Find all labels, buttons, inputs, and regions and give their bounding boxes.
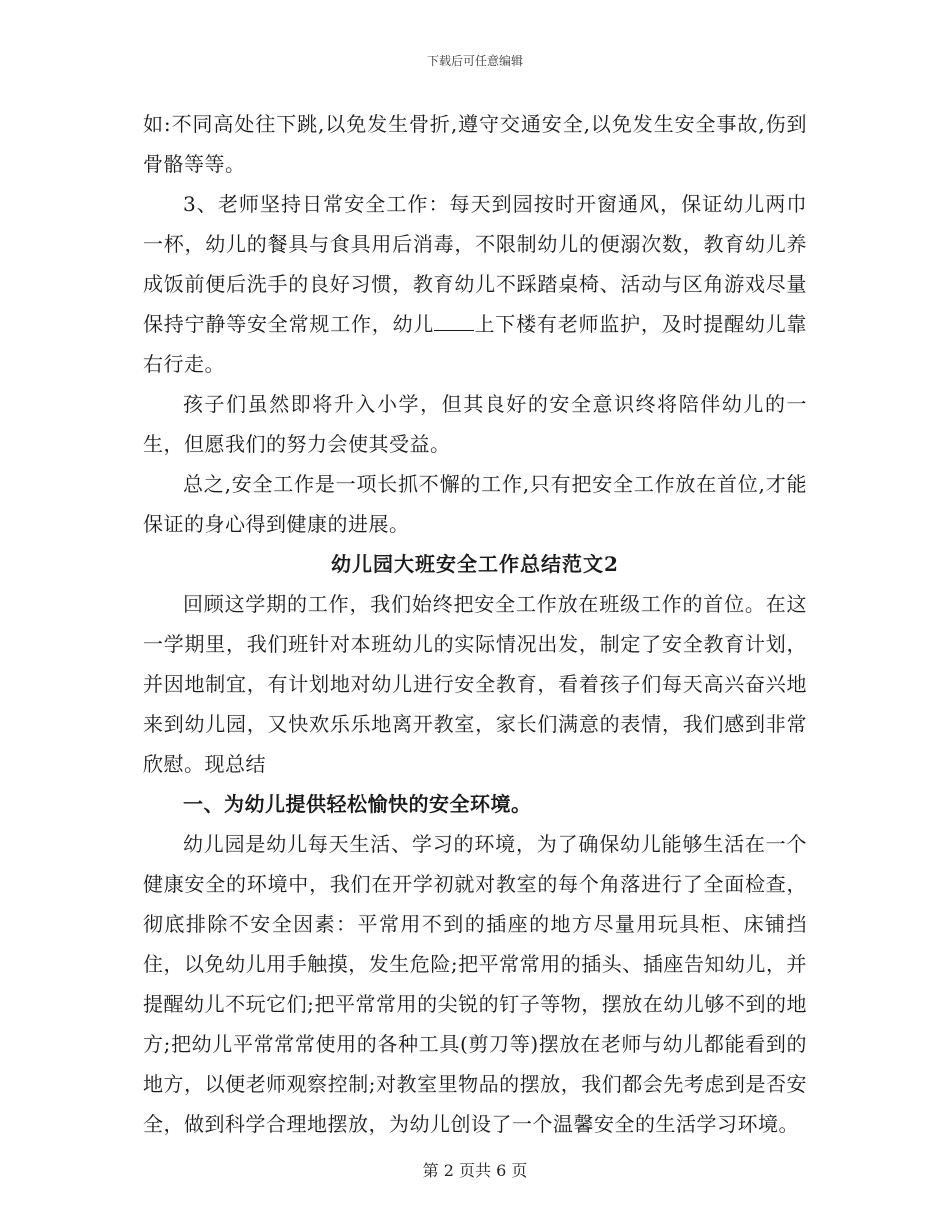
header-note: 下载后可任意编辑: [426, 54, 523, 68]
paragraph-4: 总之,安全工作是一项长抓不懈的工作,只有把安全工作放在首位,才能保证的身心得到健康的进展。: [143, 472, 807, 536]
paragraph-3: 孩子们虽然即将升入小学，但其良好的安全意识终将陪伴幼儿的一生，但愿我们的努力会使其受益。: [143, 392, 807, 456]
paragraph-2-part-1: 3、老师坚持日常安全工作：每天到园按时开窗通风，保证幼儿两巾一杯，幼儿的餐具与食具用后消毒，不限制幼儿的便溺次数，教育幼儿养成饭前便后洗手的良好习惯，教育幼儿不踩踏桌椅、活动与区角游戏尽量保持宁静等安全常规工作，幼儿: [143, 192, 807, 336]
fill-in-blank: [434, 312, 474, 331]
subheading: 一、为幼儿提供轻松愉快的安全环境。: [183, 792, 532, 816]
paragraph-2: [143, 184, 807, 384]
paragraph-5: 回顾这学期的工作，我们始终把安全工作放在班级工作的首位。在这一学期里，我们班针对本班幼儿的实际情况出发，制定了安全教育计划，并因地制宜，有计划地对幼儿进行安全教育，看着孩子们每天高兴奋兴地来到幼儿园，又快欢乐乐地离开教室，家长们满意的表情，我们感到非常欣慰。现总结: [143, 592, 807, 776]
document-body: [143, 104, 807, 1144]
paragraph-2-part-2: 上下楼有老师监护，及时提醒幼儿靠右行走。: [143, 312, 808, 376]
page-number: 第 2 页共 6 页: [422, 1161, 528, 1180]
paragraph-6: 幼儿园是幼儿每天生活、学习的环境，为了确保幼儿能够生活在一个健康安全的环境中，我们在开学初就对教室的每个角落进行了全面检查，彻底排除不安全因素：平常用不到的插座的地方尽量用玩具柜、床铺挡住，以免幼儿用手触摸，发生危险;把平常常用的插头、插座告知幼儿，并提醒幼儿不玩它们;把平常常用的尖锐的钉子等物，摆放在幼儿够不到的地方;把幼儿平常常常使用的各种工具(剪刀等)摆放在老师与幼儿都能看到的地方，以便老师观察控制;对教室里物品的摆放，我们都会先考虑到是否安全，做到科学合理地摆放，为幼儿创设了一个温馨安全的生活学习环境。: [143, 832, 807, 1136]
paragraph-1: 如:不同高处往下跳,以免发生骨折,遵守交通安全,以免发生安全事故,伤到骨骼等等。: [143, 112, 807, 176]
section-title: 幼儿园大班安全工作总结范文2: [331, 552, 619, 576]
